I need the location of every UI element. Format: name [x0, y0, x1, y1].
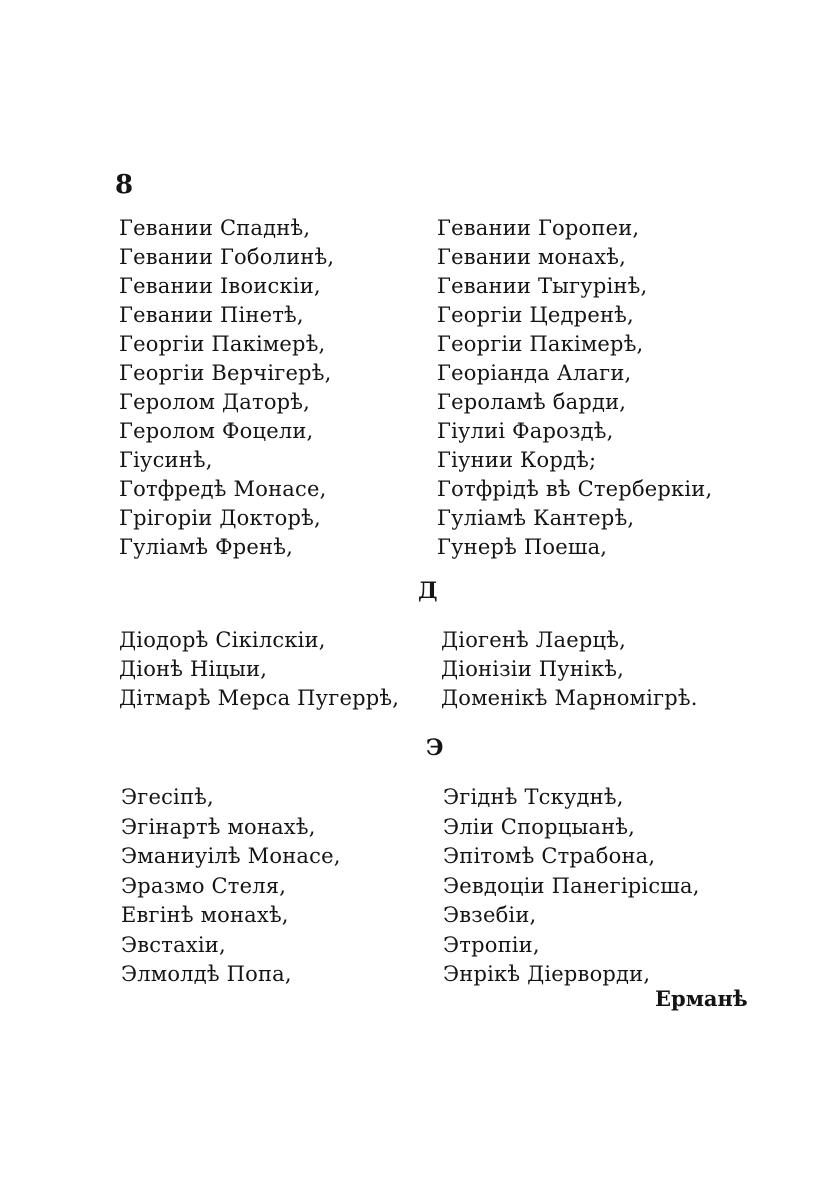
name-entry: Гевании монахѣ, [437, 245, 627, 269]
name-entry: Эманиуілѣ Монасе, [121, 844, 341, 868]
section-g-right-column [437, 214, 712, 562]
name-entry: Эгіднѣ Тскуднѣ, [443, 785, 624, 809]
name-entry: Гевании Гоболинѣ, [119, 245, 335, 269]
name-entry: Гевании Пінетѣ, [119, 303, 304, 327]
name-entry: Георгіи Пакімерѣ, [119, 332, 326, 356]
name-entry: Гевании Спаднѣ, [119, 216, 311, 240]
name-entry: Эліи Спорцыанѣ, [443, 814, 636, 839]
name-entry: Эгесіпѣ, [121, 785, 214, 809]
name-entry: Діогенѣ Лаерцѣ, [441, 628, 626, 652]
name-entry: Евгінѣ монахѣ, [121, 903, 289, 927]
name-entry: Гіунии Кордѣ; [437, 448, 597, 472]
name-entry: Эгінартѣ монахѣ, [121, 814, 316, 839]
name-entry: Гуліамѣ Френѣ, [119, 535, 293, 559]
catchword: Ерманѣ [655, 986, 748, 1011]
name-entry: Георгіи Пакімерѣ, [437, 332, 644, 356]
section-heading-d: Д [418, 578, 438, 604]
name-entry: Гуліамѣ Кантерѣ, [437, 506, 635, 530]
name-entry: Георгіи Верчігерѣ, [119, 361, 332, 385]
name-entry: Діонѣ Ніцыи, [119, 657, 268, 681]
name-entry: Эвстахіи, [121, 932, 226, 957]
section-e-right-column [443, 783, 700, 990]
name-entry: Энрікѣ Діерворди, [443, 962, 651, 986]
name-entry: Этропіи, [443, 932, 540, 957]
name-entry: Эразмо Стеля, [121, 873, 287, 898]
name-entry: Геролом Фоцели, [119, 419, 314, 443]
name-entry: Гіулиі Фароздѣ, [437, 419, 614, 443]
name-entry: Гунерѣ Поеша, [437, 535, 608, 559]
section-d-right-column [441, 626, 698, 713]
name-entry: Георгіи Цедренѣ, [437, 303, 634, 327]
name-entry: Героламѣ барди, [437, 390, 627, 414]
name-entry: Гевании Горопеи, [437, 216, 640, 240]
section-e-left-column [121, 783, 341, 990]
name-entry: Гевании Тыгурінѣ, [437, 274, 648, 298]
name-entry: Георіанда Алаги, [437, 361, 632, 385]
name-entry: Грігоріи Докторѣ, [119, 506, 321, 530]
name-entry: Дітмарѣ Мерса Пугеррѣ, [119, 686, 400, 710]
name-entry: Доменікѣ Марномігрѣ. [441, 686, 698, 710]
name-entry: Готфрідѣ вѣ Стерберкіи, [437, 477, 713, 501]
page-number: 8 [115, 170, 134, 200]
name-entry: Гевании Івоискіи, [119, 274, 321, 298]
section-heading-e: Э [426, 735, 444, 761]
name-entry: Эпітомѣ Страбона, [443, 844, 656, 868]
name-entry: Діонізіи Пунікѣ, [441, 657, 625, 681]
section-d-left-column [119, 626, 399, 713]
name-entry: Діодорѣ Сікілскіи, [119, 628, 326, 652]
name-entry: Готфредѣ Монасе, [119, 477, 327, 501]
name-entry: Эвзебіи, [443, 903, 537, 927]
name-entry: Элмолдѣ Попа, [121, 962, 292, 986]
section-g-left-column [119, 214, 334, 562]
name-entry: Гіусинѣ, [119, 448, 213, 472]
name-entry: Эевдоціи Панегірісша, [443, 873, 700, 898]
name-entry: Геролом Даторѣ, [119, 390, 311, 414]
